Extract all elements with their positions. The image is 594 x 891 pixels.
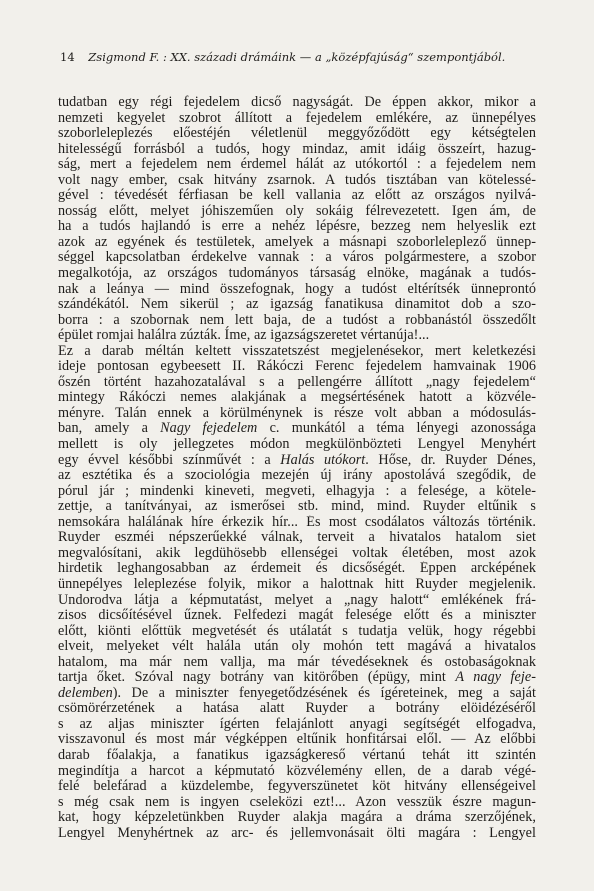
- text-segment: egy évvel későbbi színművét : a: [58, 452, 281, 468]
- text-line: [58, 406, 536, 422]
- text-segment: Ruyder eszméi népszerűekké válnak, terveit a hivatalos hatalom siet: [58, 530, 536, 546]
- text-line: [58, 173, 536, 189]
- text-line: [58, 126, 536, 142]
- text-line: [58, 717, 536, 733]
- text-segment: ). De a miniszter fenyegetődzésének és ígéreteinek, meg a saját: [112, 685, 536, 701]
- text-line: [58, 468, 536, 484]
- text-line: [58, 375, 536, 391]
- text-segment: elveit, melyeket vélt halála után oly mohón tett magává a hivatalos: [58, 639, 536, 655]
- text-segment: s az aljas miniszter ígérten felajánlott anyagi segítségét elfogadva,: [58, 716, 536, 732]
- italic-title: A nagy feje-: [455, 670, 536, 686]
- text-segment: szoborleleplezés előestéjén véletlenül meggyőződött egy kétségtelen: [58, 126, 536, 142]
- text-segment: mellett is oly jellegzetes módon megkülönbözteti Lengyel Menyhért: [58, 437, 536, 453]
- text-line: [58, 453, 536, 469]
- text-line: [58, 328, 536, 344]
- text-segment: Lengyel Menyhértnek az arc- és jellemvonásait ölti magára : Lengyel: [58, 825, 536, 841]
- text-line: [58, 344, 536, 360]
- text-line: [58, 111, 536, 127]
- text-line: [58, 235, 536, 251]
- text-line: [58, 748, 536, 764]
- text-line: [58, 95, 536, 111]
- text-line: [58, 219, 536, 235]
- text-line: [58, 297, 536, 313]
- text-line: [58, 764, 536, 780]
- text-segment: nosság előtt, melyet jóhiszeműen oly sokáig félrevezetett. Igen ám, de: [58, 203, 536, 219]
- italic-title: Halás utókort: [280, 452, 366, 468]
- text-line: [58, 282, 536, 298]
- text-segment: nak a leánya — mind összefognak, hogy a tudóst eltérítsék ünneprontó: [58, 281, 536, 297]
- text-segment: volt nagy ember, csak hitvány zsarnok. A tudós tisztában van kötelessé-: [58, 172, 536, 188]
- text-segment: darab főalakja, a fanatikus igazságkereső vértanú tehát itt szintén: [58, 747, 536, 763]
- text-segment: kat, hogy képzeletünkben Ruyder alakja magára a dráma szerzőjének,: [58, 810, 536, 826]
- text-segment: c. munkától a téma lényegi azonossága: [257, 421, 536, 437]
- text-line: [58, 359, 536, 375]
- text-segment: előtt, kiönti előttük megvetését és utálatát s tudatja velük, hogy régebbi: [58, 623, 536, 639]
- text-segment: ünnepélyes leleplezése folyik, mikor a halottnak hitt Ruyder megjelenik.: [58, 576, 536, 592]
- text-line: [58, 732, 536, 748]
- text-line: [58, 624, 536, 640]
- italic-title: Nagy fejedelem: [160, 421, 258, 437]
- text-segment: megalkotója, az országos tudományos társaság elnöke, magának a tudós-: [58, 266, 536, 282]
- text-segment: csömörérzetének a hatása alatt Ruyder a botrány elöidézéséről: [58, 701, 536, 717]
- page-number: 14: [60, 50, 75, 64]
- text-segment: megvalósítani, akik legdühösebb ellenségei voltak életében, most azok: [58, 545, 536, 561]
- text-line: [58, 530, 536, 546]
- text-line: [58, 250, 536, 266]
- text-segment: zettje, a tanítványai, az ismerősei stb. mind, mind. Ruyder eltűnik s: [58, 499, 536, 515]
- text-line: [58, 157, 536, 173]
- text-segment: ság, mert a fejedelem nem érdemel hálát az utókortól : a fejedelem nem: [58, 157, 536, 173]
- text-line: [58, 499, 536, 515]
- text-line: [58, 561, 536, 577]
- running-header: [60, 50, 540, 64]
- text-segment: ban, amely a: [58, 421, 161, 437]
- text-segment: tudatban egy régi fejedelem dicső nagyságát. De éppen akkor, mikor a: [58, 95, 536, 110]
- text-line: [58, 142, 536, 158]
- text-line: [58, 810, 536, 826]
- text-line: [58, 204, 536, 220]
- text-segment: Undorodva látja a képmutatást, melyet a „nagy halott“ emlékének frá-: [58, 592, 536, 608]
- text-segment: épület romjai halálra zúzták. Íme, az igazságszeretet vértanúja!...: [58, 327, 430, 344]
- text-line: [58, 188, 536, 204]
- text-line: [58, 655, 536, 671]
- running-title: Zsigmond F. : XX. századi drámáink — a „középfajúság“ szempontjából.: [88, 50, 506, 64]
- text-line: [58, 515, 536, 531]
- italic-title: delemben: [58, 685, 113, 701]
- text-segment: s még csak nem is ingyen cseleközi ezt!... Azon vesszük észre magun-: [58, 794, 536, 810]
- text-segment: hitelességű forrásból a tudós, hogy mindaz, amit idáig összeírt, hazug-: [58, 141, 536, 157]
- text-segment: gével : tévedését férfiasan be kell vallania az előtt az országos nyilvá-: [58, 188, 536, 204]
- text-segment: pórul jár ; mindenki kineveti, megveti, elhagyja : a felesége, a kötele-: [58, 483, 536, 499]
- text-segment: hatalom, ma már nem vallja, ma már tévedéseknek és ostobaságoknak: [58, 654, 536, 670]
- text-line: [58, 795, 536, 811]
- text-segment: mintegy Rákóczi nemes alakjának a megsértésének hatott a közvéle-: [58, 390, 536, 406]
- text-line: [58, 390, 536, 406]
- text-line: [58, 484, 536, 500]
- text-line: [58, 546, 536, 562]
- text-line: [58, 639, 536, 655]
- text-segment: felé belefárad a küzdelembe, fegyverszünetet köt hitvány ellenségeivel: [58, 779, 536, 795]
- text-line: [58, 313, 536, 329]
- text-segment: nemzeti kegyelet szobrot állított a fejedelem emlékére, az ünnepélyes: [58, 110, 536, 126]
- text-segment: borra : a szobornak nem lett baja, de a tudóst a robbanástól összedőlt: [58, 312, 536, 328]
- text-line: [58, 701, 536, 717]
- text-line: [58, 608, 536, 624]
- text-segment: ményre. Talán ennek a körülménynek is része volt abban a módosulás-: [58, 405, 536, 421]
- text-line: [58, 421, 536, 437]
- text-line: [58, 686, 536, 702]
- text-segment: ideje pontosan egybeesett II. Rákóczi Ferenc fejedelem hamvainak 1906: [58, 359, 536, 375]
- text-segment: . Hőse, dr. Ruyder Dénes,: [365, 452, 536, 468]
- text-line: [58, 593, 536, 609]
- text-segment: hirdetik leghangosabban az érdemeit és dicsőségét. Éppen arcképének: [58, 561, 536, 577]
- text-line: [58, 266, 536, 282]
- text-segment: tartja őket. Szóval nagy botrány van kitörőben (épügy, mint: [58, 670, 456, 686]
- text-segment: séggel kapcsolatban érdekelve vannak : a város polgármestere, a szobor: [58, 250, 536, 266]
- text-line: [58, 437, 536, 453]
- text-segment: megindítja a harcot a képmutató közvélemény ellen, de a darab végé-: [58, 763, 536, 779]
- text-segment: zisos dicsőítésével űznek. Felfedezi magát felesége előtt és a miniszter: [58, 608, 536, 624]
- body-text: [58, 95, 536, 841]
- text-line: [58, 670, 536, 686]
- text-line: [58, 577, 536, 593]
- text-segment: őszén történt hazahozatalával s a pellengérre állított „nagy fejedelem“: [58, 374, 536, 390]
- text-segment: szándékától. Nem sikerül ; az igazság fanatikusa dinamitot dob a szo-: [58, 297, 536, 313]
- text-segment: az esztétika és a szociológia mezején új irány apostolává szegődik, de: [58, 468, 536, 484]
- text-segment: azok az egyének és testületek, amelyek a másnapi szoborleleplező ünnep-: [58, 234, 536, 250]
- text-line: [58, 826, 536, 842]
- text-segment: visszavonul és most már végképpen eltűnik honfitársai elől. — Az előbbi: [58, 732, 536, 748]
- text-segment: nemsokára halálának híre érkezik hír... És most csodálatos változás történik.: [58, 514, 536, 530]
- text-line: [58, 779, 536, 795]
- text-segment: ha a tudós hajlandó is erre a nehéz lépésre, bezzeg nem helyeslik ezt: [58, 219, 536, 235]
- text-segment: Ez a darab méltán keltett visszatetszést megjelenésekor, mert keletkezési: [58, 343, 536, 359]
